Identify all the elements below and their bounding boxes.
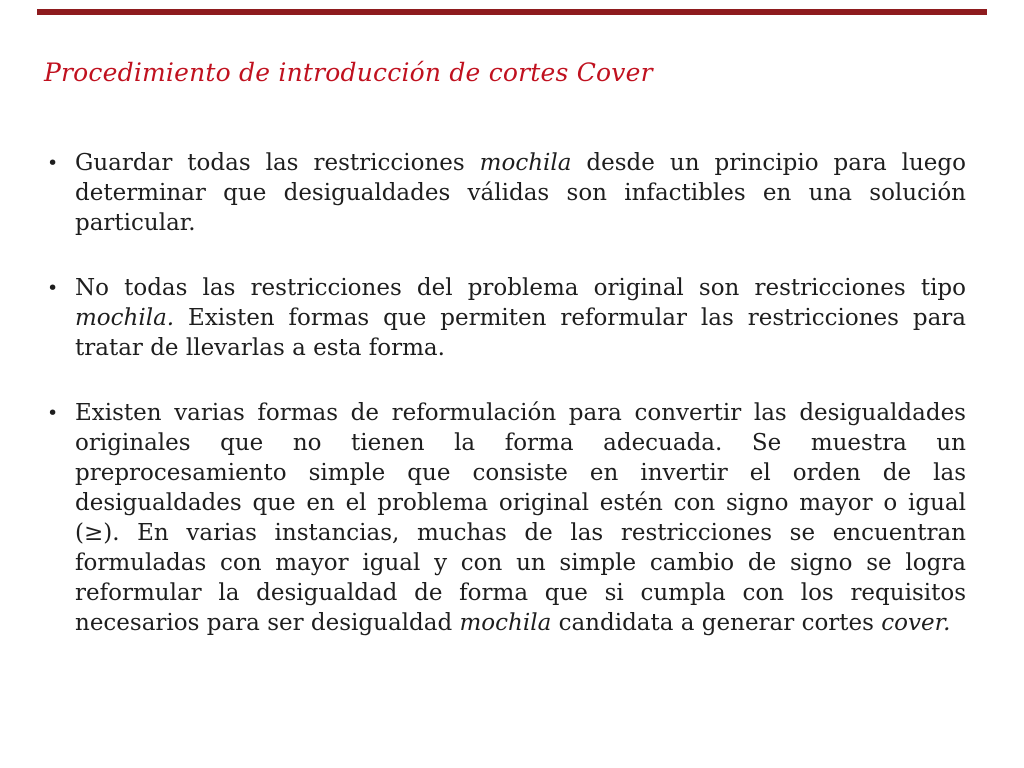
bullet-text: Existen varias formas de reformulación para convertir las desigualdades originales que no tienen la forma adecuada. Se muestra un preprocesamiento simple que consiste en invertir el orden de las desigualdades que en el problema original estén con signo mayor o igual (≥). En varias instancias, muchas de las restricciones se encuentran formuladas con mayor igual y con un simple cambio de signo se logra reformular la desigualdad de forma que si cumpla con los requisitos necesarios para ser desigualdad mochila candidata a generar cortes cover.: [75, 400, 966, 636]
bullet-list: [44, 148, 966, 673]
bullet-item: [44, 398, 966, 638]
bullet-text: No todas las restricciones del problema original son restricciones tipo mochila. Existen formas que permiten reformular las restricciones para tratar de llevarlas a esta forma.: [75, 275, 966, 361]
bullet-marker: •: [47, 402, 59, 424]
bullet-marker: •: [47, 152, 59, 174]
top-accent-bar: [37, 9, 987, 15]
bullet-item: [44, 273, 966, 363]
bullet-marker: •: [47, 277, 59, 299]
bullet-text: Guardar todas las restricciones mochila desde un principio para luego determinar que desigualdades válidas son infactibles en una solución particular.: [75, 150, 966, 236]
bullet-item: [44, 148, 966, 238]
slide-title: Procedimiento de introducción de cortes Cover: [44, 58, 653, 87]
